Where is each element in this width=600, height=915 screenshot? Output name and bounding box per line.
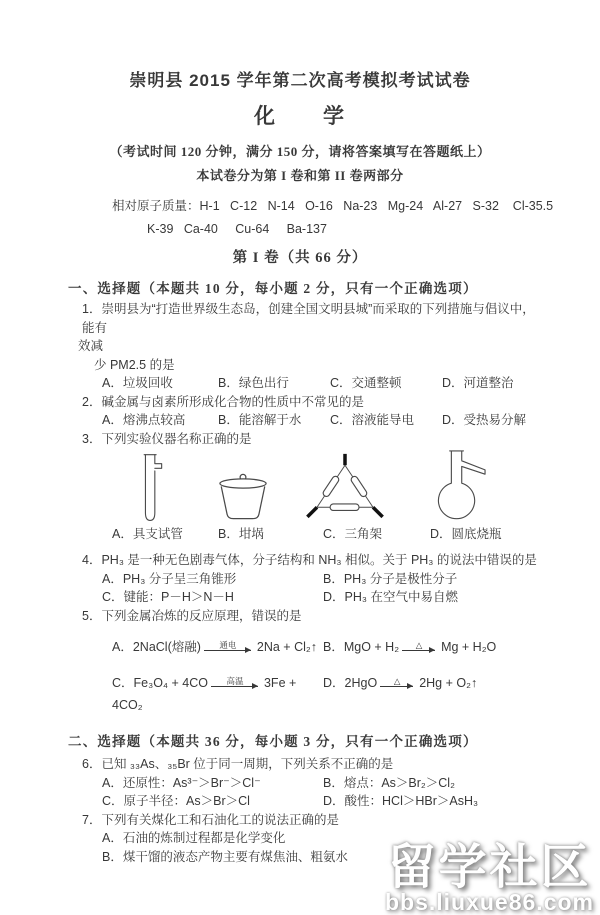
q3-stem: 3．下列实验仪器名称正确的是 <box>82 431 252 446</box>
q3-figures <box>100 451 600 523</box>
q2-option-a: A．熔沸点较高 <box>102 413 186 427</box>
watermark-url: bbs.liuxue86.com <box>384 888 594 915</box>
q5-eq-b-label: B． <box>323 640 344 654</box>
volume1-title: 第 I 卷（共 66 分） <box>232 250 368 266</box>
q3-label-c: C．三角架 <box>323 527 383 541</box>
q5-eq-c-condition: 高温 <box>226 675 244 686</box>
q5-eq-c-rhs: 3Fe + 4CO₂ <box>112 676 297 712</box>
pipe-clay-triangle-figure <box>290 453 400 523</box>
reaction-arrow-icon <box>204 639 254 654</box>
q5-eq-a-label: A． <box>112 640 133 654</box>
q1-stem-line2: 效减 <box>78 339 104 353</box>
q5-equations-row2 <box>112 672 600 716</box>
q6-option-c: C．原子半径：As＞Br＞Cl <box>102 794 250 808</box>
q5-eq-c-lhs: Fe₃O₄ + 4CO <box>133 676 208 690</box>
q2-option-c: C．溶液能导电 <box>330 413 415 427</box>
pipe-clay-triangle-icon <box>299 453 391 523</box>
atomic-mass-line-2: K-39 Ca-40 Cu-64 Ba-137 <box>147 222 327 236</box>
round-bottom-flask-icon <box>428 447 492 523</box>
section2-heading: 二、选择题（本题共 36 分，每小题 3 分，只有一个正确选项） <box>68 734 478 749</box>
crucible-icon <box>211 471 275 523</box>
q6-stem: 6．已知 ₃₃As、₃₅Br 位于同一周期，下列关系不正确的是 <box>82 757 394 771</box>
exam-note: （考试时间 120 分钟，满分 150 分，请将答案填写在答题纸上） <box>109 144 491 159</box>
side-arm-test-tube-figure <box>100 453 195 523</box>
q4-stem: 4．PH₃ 是一种无色剧毒气体，分子结构和 NH₃ 相似。关于 PH₃ 的说法中错误的是 <box>82 553 537 567</box>
q7-stem: 7．下列有关煤化工和石油化工的说法正确的是 <box>82 812 339 827</box>
q4-options-row1 <box>102 570 600 589</box>
q4-options-row2 <box>102 588 600 607</box>
q5-eq-d-lhs: 2HgO <box>344 676 378 690</box>
round-bottom-flask-figure <box>400 447 520 523</box>
q1-stem-line1: 1．崇明县为“打造世界级生态岛，创建全国文明县城”而采取的下列措施与倡议中，能有 <box>82 302 535 335</box>
q3-label-b: B．坩埚 <box>218 527 264 541</box>
side-arm-test-tube-icon <box>128 453 168 523</box>
q1-option-b: B．绿色出行 <box>218 376 289 390</box>
q4-option-d: D．PH₃ 在空气中易自燃 <box>323 590 458 604</box>
watermark <box>385 843 594 914</box>
subject-title: 化 学 <box>254 105 346 128</box>
q5-eq-d-rhs: 2Hg + O₂↑ <box>419 676 478 690</box>
q1-option-d: D．河道整治 <box>442 376 514 390</box>
q5-eq-a-rhs: 2Na + Cl₂↑ <box>256 640 317 654</box>
q6-option-a: A．还原性：As³⁻＞Br⁻＞Cl⁻ <box>102 775 261 790</box>
q1-stem-line3: 少 PM2.5 的是 <box>94 357 175 372</box>
q6-options-row2 <box>102 792 600 811</box>
q4-option-a: A．PH₃ 分子呈三角锥形 <box>102 571 237 586</box>
reaction-arrow-icon <box>402 639 438 654</box>
q5-eq-a-condition: 通电 <box>219 639 237 650</box>
crucible-figure <box>195 471 290 523</box>
q2-option-d: D．受热易分解 <box>442 413 527 427</box>
q5-eq-a-lhs: 2NaCl(熔融) <box>132 640 201 654</box>
atomic-mass-line-1: 相对原子质量：H-1 C-12 N-14 O-16 Na-23 Mg-24 Al-27 S-32 Cl-35.5 <box>112 199 554 213</box>
q6-option-b: B．熔点：As＞Br₂＞Cl₂ <box>323 775 455 790</box>
paper-title: 崇明县 2015 学年第二次高考模拟考试试卷 <box>129 71 471 90</box>
q4-option-c: C．键能：P－H＞N－H <box>102 590 234 604</box>
q5-eq-b-condition: △ <box>415 639 423 650</box>
q7-option-a: A．石油的炼制过程都是化学变化 <box>102 831 286 845</box>
q5-equations-row1 <box>112 636 600 658</box>
q1-options <box>102 374 600 393</box>
q6-options-row1 <box>102 774 600 793</box>
q5-eq-b-lhs: MgO + H₂ <box>343 640 400 654</box>
parts-note: 本试卷分为第 I 卷和第 II 卷两部分 <box>196 168 404 183</box>
watermark-brand: 留学社区 <box>387 841 592 895</box>
reaction-arrow-icon <box>211 675 261 690</box>
q5-eq-b-rhs: Mg + H₂O <box>441 640 497 654</box>
q1-option-a: A．垃圾回收 <box>102 376 173 390</box>
q3-label-d: D．圆底烧瓶 <box>430 527 502 541</box>
section1-heading: 一、选择题（本题共 10 分，每小题 2 分，只有一个正确选项） <box>68 281 478 296</box>
q7-option-b: B．煤干馏的液态产物主要有煤焦油、粗氨水 <box>102 849 348 864</box>
q5-eq-d-label: D． <box>323 676 345 690</box>
q5-equation-b <box>323 636 600 658</box>
q5-equation-c <box>112 672 323 716</box>
q2-option-b: B．能溶解于水 <box>218 413 302 427</box>
q2-stem: 2．碱金属与卤素所形成化合物的性质中不常见的是 <box>82 394 364 409</box>
q2-options <box>102 411 600 430</box>
q4-option-b: B．PH₃ 分子是极性分子 <box>323 571 458 586</box>
exam-paper-page <box>0 66 600 914</box>
q3-figure-labels <box>112 525 600 544</box>
q5-equation-a <box>112 636 323 658</box>
q1-option-c: C．交通整顿 <box>330 376 402 390</box>
reaction-arrow-icon <box>380 675 416 690</box>
q5-eq-c-label: C． <box>112 676 134 690</box>
q5-eq-d-condition: △ <box>393 675 401 686</box>
q5-stem: 5．下列金属冶炼的反应原理，错误的是 <box>82 608 302 623</box>
q6-option-d: D．酸性：HCl＞HBr＞AsH₃ <box>323 794 479 808</box>
q3-label-a: A．具支试管 <box>112 527 183 541</box>
q5-equation-d <box>323 672 600 716</box>
